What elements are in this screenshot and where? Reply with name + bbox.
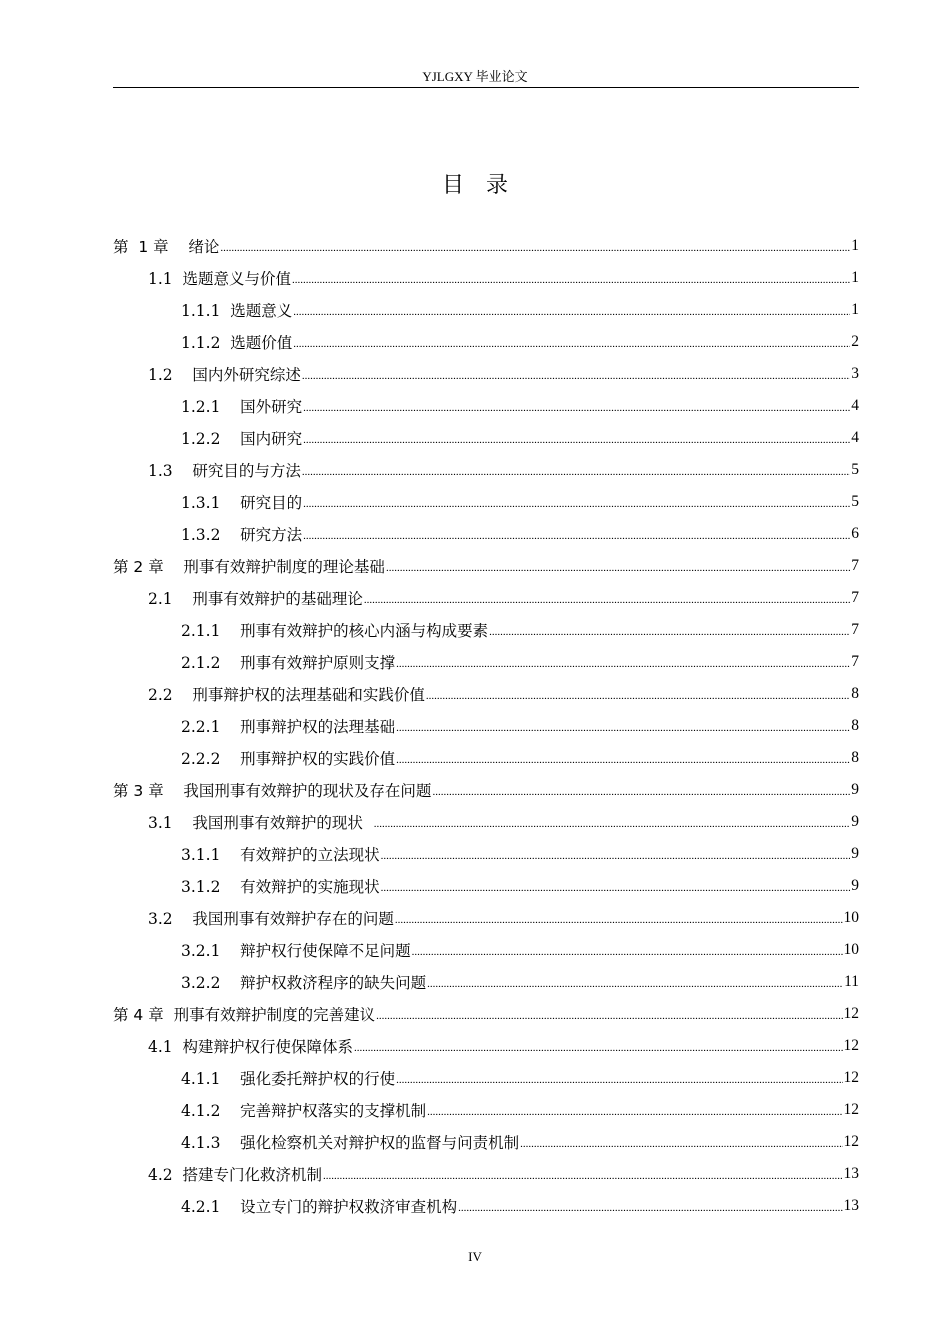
toc-entry[interactable] bbox=[113, 806, 859, 838]
toc-entry[interactable] bbox=[113, 294, 859, 326]
dot-leader bbox=[302, 467, 850, 486]
toc-entry-label: 3.2 我国刑事有效辩护存在的问题 bbox=[148, 910, 394, 928]
toc-entry[interactable] bbox=[113, 710, 859, 742]
toc-entry-label: 1.3 研究目的与方法 bbox=[148, 462, 301, 480]
toc-entry-page: 7 bbox=[851, 589, 859, 606]
toc-entry-page: 1 bbox=[851, 237, 859, 254]
toc-entry[interactable] bbox=[113, 678, 859, 710]
dot-leader bbox=[220, 243, 850, 262]
toc-entry-label: 2.1.2 刑事有效辩护原则支撑 bbox=[181, 654, 396, 672]
toc-entry-page: 9 bbox=[851, 813, 859, 830]
toc-entry[interactable] bbox=[113, 934, 859, 966]
toc-entry[interactable] bbox=[113, 454, 859, 486]
dot-leader bbox=[323, 1171, 842, 1190]
dot-leader bbox=[303, 435, 850, 454]
dot-leader bbox=[426, 691, 850, 710]
dot-leader bbox=[376, 1011, 842, 1030]
toc-entry-page: 9 bbox=[851, 877, 859, 894]
toc-entry-label: 1.2.1 国外研究 bbox=[181, 398, 303, 416]
dot-leader bbox=[396, 659, 850, 678]
dot-leader bbox=[381, 883, 851, 902]
toc-entry-label: 4.1 构建辩护权行使保障体系 bbox=[148, 1038, 354, 1056]
toc-entry-page: 7 bbox=[851, 653, 859, 670]
toc-entry-label: 1.3.2 研究方法 bbox=[181, 526, 303, 544]
toc-entry-page: 10 bbox=[843, 941, 859, 958]
dot-leader bbox=[293, 307, 850, 326]
running-header: YJLGXY 毕业论文 bbox=[422, 69, 528, 84]
toc-entry-label: 4.1.3 强化检察机关对辩护权的监督与问责机制 bbox=[181, 1134, 520, 1152]
toc-entry-page: 13 bbox=[843, 1165, 859, 1182]
dot-leader bbox=[427, 1107, 842, 1126]
dot-leader bbox=[458, 1203, 842, 1222]
toc-entry[interactable] bbox=[113, 870, 859, 902]
dot-leader bbox=[395, 915, 843, 934]
toc-entry[interactable] bbox=[113, 998, 859, 1030]
toc-entry-page: 2 bbox=[851, 333, 859, 350]
toc-entry-page: 3 bbox=[851, 365, 859, 382]
toc-entry-label: 2.2.1 刑事辩护权的法理基础 bbox=[181, 718, 396, 736]
toc-entry-page: 13 bbox=[843, 1197, 859, 1214]
dot-leader bbox=[386, 563, 850, 582]
dot-leader bbox=[302, 371, 850, 390]
dot-leader bbox=[412, 947, 843, 966]
toc-entry-label: 4.1.1 强化委托辩护权的行使 bbox=[181, 1070, 396, 1088]
header-rule bbox=[113, 87, 859, 88]
dot-leader bbox=[293, 339, 850, 358]
dot-leader bbox=[520, 1139, 842, 1158]
toc-title: 目录 bbox=[441, 173, 530, 198]
toc-entry-label: 3.1 我国刑事有效辩护的现状 bbox=[148, 814, 373, 832]
toc-entry-page: 6 bbox=[851, 525, 859, 542]
toc-entry-page: 1 bbox=[851, 301, 859, 318]
toc-entry-page: 9 bbox=[851, 845, 859, 862]
toc-entry-page: 4 bbox=[851, 429, 859, 446]
toc-entry-page: 5 bbox=[851, 493, 859, 510]
toc-entry-page: 7 bbox=[851, 557, 859, 574]
page-number: IV bbox=[468, 1249, 482, 1264]
toc-entry-label: 3.1.2 有效辩护的实施现状 bbox=[181, 878, 380, 896]
toc-entry-page: 7 bbox=[851, 621, 859, 638]
toc-entry-label: 3.2.2 辩护权救济程序的缺失问题 bbox=[181, 974, 427, 992]
dot-leader bbox=[303, 403, 850, 422]
toc-entry[interactable] bbox=[113, 326, 859, 358]
toc-entry-page: 12 bbox=[843, 1069, 859, 1086]
toc-entry-page: 12 bbox=[843, 1005, 859, 1022]
toc-entry[interactable] bbox=[113, 422, 859, 454]
toc-entry-label: 2.2.2 刑事辩护权的实践价值 bbox=[181, 750, 396, 768]
toc-entry-label: 4.2 搭建专门化救济机制 bbox=[148, 1166, 323, 1184]
toc-entry-page: 8 bbox=[851, 685, 859, 702]
dot-leader bbox=[489, 627, 850, 646]
toc-entry-label: 1.1 选题意义与价值 bbox=[148, 270, 292, 288]
toc-entry[interactable] bbox=[113, 1062, 859, 1094]
dot-leader bbox=[364, 595, 850, 614]
toc-entry-page: 11 bbox=[844, 973, 859, 990]
toc-entry[interactable] bbox=[113, 966, 859, 998]
toc-entry-label: 3.1.1 有效辩护的立法现状 bbox=[181, 846, 380, 864]
toc-entry-label: 1.2 国内外研究综述 bbox=[148, 366, 301, 384]
toc-entry[interactable] bbox=[113, 262, 859, 294]
toc-entry[interactable] bbox=[113, 390, 859, 422]
toc-entry[interactable] bbox=[113, 486, 859, 518]
dot-leader bbox=[303, 531, 850, 550]
dot-leader bbox=[427, 979, 843, 998]
toc-entry[interactable] bbox=[113, 774, 859, 806]
toc-entry[interactable] bbox=[113, 902, 859, 934]
dot-leader bbox=[374, 819, 851, 838]
toc-entry[interactable] bbox=[113, 230, 859, 262]
toc-entry-page: 9 bbox=[851, 781, 859, 798]
toc-entry-label: 1.2.2 国内研究 bbox=[181, 430, 303, 448]
dot-leader bbox=[292, 275, 850, 294]
toc-entry-label: 2.2 刑事辩护权的法理基础和实践价值 bbox=[148, 686, 425, 704]
toc-entry-page: 4 bbox=[851, 397, 859, 414]
dot-leader bbox=[396, 755, 850, 774]
toc-entry-label: 第 1 章 绪论 bbox=[113, 238, 220, 256]
toc-entry[interactable] bbox=[113, 1158, 859, 1190]
dot-leader bbox=[432, 787, 850, 806]
toc-entry-label: 2.1 刑事有效辩护的基础理论 bbox=[148, 590, 363, 608]
toc-entry-page: 10 bbox=[843, 909, 859, 926]
toc-entry[interactable] bbox=[113, 614, 859, 646]
toc-entry[interactable] bbox=[113, 646, 859, 678]
toc-entry[interactable] bbox=[113, 582, 859, 614]
toc-entry-label: 第 3 章 我国刑事有效辩护的现状及存在问题 bbox=[113, 782, 432, 800]
toc-entry[interactable] bbox=[113, 550, 859, 582]
toc-entry-page: 8 bbox=[851, 749, 859, 766]
toc-entry-page: 8 bbox=[851, 717, 859, 734]
toc-entry-label: 4.2.1 设立专门的辩护权救济审查机构 bbox=[181, 1198, 458, 1216]
dot-leader bbox=[396, 723, 850, 742]
toc-entry[interactable] bbox=[113, 1094, 859, 1126]
dot-leader bbox=[396, 1075, 842, 1094]
toc-entry-label: 第 2 章 刑事有效辩护制度的理论基础 bbox=[113, 558, 385, 576]
toc-entry-label: 1.1.2 选题价值 bbox=[181, 334, 293, 352]
toc-entry-page: 1 bbox=[851, 269, 859, 286]
toc-entry-page: 12 bbox=[843, 1101, 859, 1118]
toc-entry-label: 1.3.1 研究目的 bbox=[181, 494, 303, 512]
toc-entry-page: 12 bbox=[843, 1133, 859, 1150]
toc-entry[interactable] bbox=[113, 838, 859, 870]
toc-entry-label: 4.1.2 完善辩护权落实的支撑机制 bbox=[181, 1102, 427, 1120]
toc-entry[interactable] bbox=[113, 1030, 859, 1062]
toc-entry-label: 1.1.1 选题意义 bbox=[181, 302, 293, 320]
toc-entry[interactable] bbox=[113, 518, 859, 550]
toc-entry[interactable] bbox=[113, 1190, 859, 1222]
toc-entry[interactable] bbox=[113, 1126, 859, 1158]
toc-entry-label: 2.1.1 刑事有效辩护的核心内涵与构成要素 bbox=[181, 622, 489, 640]
dot-leader bbox=[354, 1043, 842, 1062]
toc-entry[interactable] bbox=[113, 742, 859, 774]
toc-entry-page: 12 bbox=[843, 1037, 859, 1054]
table-of-contents bbox=[113, 230, 859, 1222]
toc-entry[interactable] bbox=[113, 358, 859, 390]
toc-entry-label: 第 4 章 刑事有效辩护制度的完善建议 bbox=[113, 1006, 376, 1024]
toc-entry-page: 5 bbox=[851, 461, 859, 478]
toc-entry-label: 3.2.1 辩护权行使保障不足问题 bbox=[181, 942, 411, 960]
dot-leader bbox=[303, 499, 850, 518]
dot-leader bbox=[381, 851, 851, 870]
